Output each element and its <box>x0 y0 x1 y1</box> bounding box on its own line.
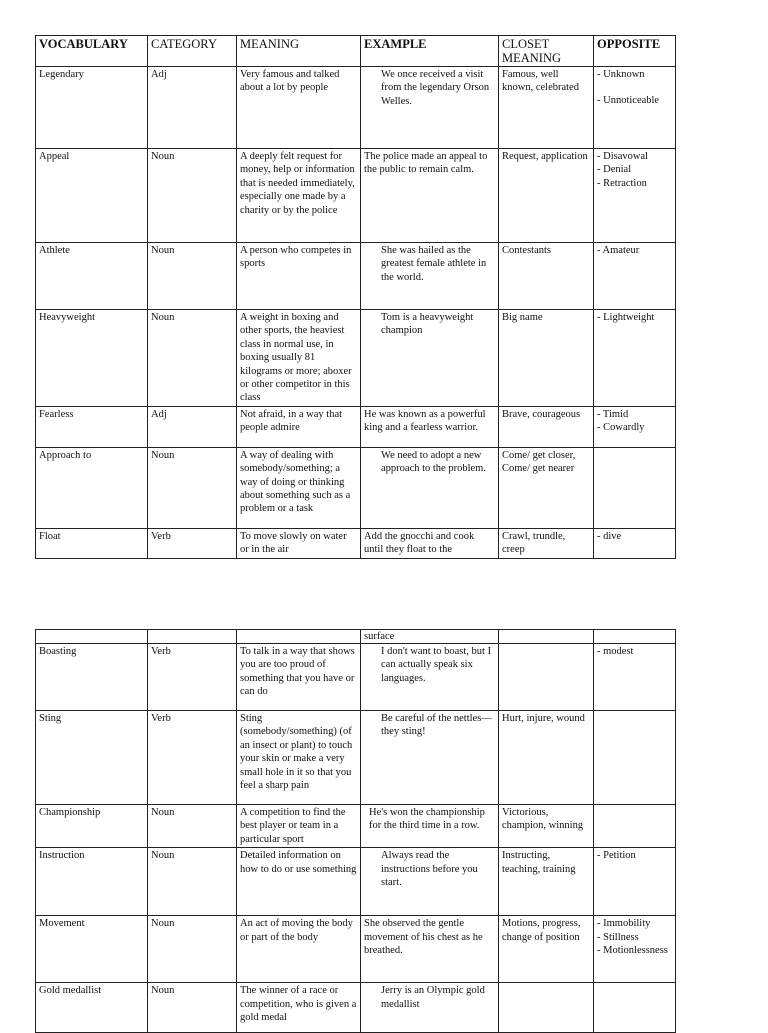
cell-example-continuation: surface <box>361 630 499 644</box>
cell-word: Sting <box>36 711 148 805</box>
header-row <box>36 36 676 67</box>
cell-meaning: To talk in a way that shows you are too proud of something that you have or can do <box>237 644 361 711</box>
cell-example: She observed the gentle movement of his chest as he breathed. <box>361 916 499 983</box>
cell-closest: Brave, courageous <box>499 406 594 447</box>
cell-meaning: The winner of a race or competition, who is given a gold medal <box>237 983 361 1033</box>
table-row <box>36 848 676 916</box>
cell-example: Jerry is an Olympic gold medallist <box>361 983 499 1033</box>
table-row <box>36 447 676 528</box>
cell-opposite <box>594 711 676 805</box>
cell-meaning: Not afraid, in a way that people admire <box>237 406 361 447</box>
table-row <box>36 310 676 407</box>
cell-word: Approach to <box>36 447 148 528</box>
cell-meaning: To move slowly on water or in the air <box>237 528 361 558</box>
cell-meaning: A person who competes in sports <box>237 243 361 310</box>
table-row <box>36 67 676 149</box>
cell-opposite <box>594 916 676 983</box>
cell-example: We need to adopt a new approach to the problem. <box>361 447 499 528</box>
cell-closest <box>499 983 594 1033</box>
opposite-item: - Disavowal <box>597 151 649 162</box>
cell-word: Boasting <box>36 644 148 711</box>
cell-meaning: A deeply felt request for money, help or information that is needed immediately, especially one made by a charity or by the police <box>237 149 361 243</box>
cell-category: Verb <box>148 528 237 558</box>
table-row <box>36 149 676 243</box>
cell-example: I don't want to boast, but I can actually speak six languages. <box>361 644 499 711</box>
cell-category: Noun <box>148 310 237 407</box>
opposite-item: - Petition <box>597 850 636 862</box>
cell-category: Noun <box>148 983 237 1033</box>
cell-category: Noun <box>148 848 237 916</box>
header-vocabulary: VOCABULARY <box>36 36 148 67</box>
cell-closest: Hurt, injure, wound <box>499 711 594 805</box>
header-category: CATEGORY <box>148 36 237 67</box>
cell-closest: Motions, progress, change of position <box>499 916 594 983</box>
cell-word: Legendary <box>36 67 148 149</box>
cell-meaning: Sting (somebody/something) (of an insect or plant) to touch your skin or make a very small hole in it so that you feel a sharp pain <box>237 711 361 805</box>
opposite-item: - Timid <box>597 408 629 420</box>
cell-opposite <box>594 447 676 528</box>
opposite-item: - Unknown <box>597 69 645 80</box>
cell-category: Noun <box>148 916 237 983</box>
table-row <box>36 644 676 711</box>
header-opposite: OPPOSITE <box>594 36 676 67</box>
opposite-item: - Unnoticeable <box>597 95 660 107</box>
cell-closest: Victorious, champion, winning <box>499 805 594 848</box>
cell-closest: Crawl, trundle, creep <box>499 528 594 558</box>
cell-word: Gold medallist <box>36 983 148 1033</box>
opposite-item: - Lightweight <box>597 312 655 323</box>
cell-meaning: A weight in boxing and other sports, the heaviest class in normal use, in boxing usually 81 kilograms or more; aboxer or other competitor in this class <box>237 310 361 407</box>
continuation-row <box>36 630 676 644</box>
cell-example: The police made an appeal to the public to remain calm. <box>361 149 499 243</box>
cell-word: Movement <box>36 916 148 983</box>
cell-word: Fearless <box>36 406 148 447</box>
cell-opposite <box>594 149 676 243</box>
cell-meaning: A competition to find the best player or team in a particular sport <box>237 805 361 848</box>
header-meaning: MEANING <box>237 36 361 67</box>
opposite-item: - dive <box>597 530 622 542</box>
cell-closest: Come/ get closer, Come/ get nearer <box>499 447 594 528</box>
cell-example: He was known as a powerful king and a fearless warrior. <box>361 406 499 447</box>
cell-opposite <box>594 644 676 711</box>
cell-word: Athlete <box>36 243 148 310</box>
cell-closest: Request, application <box>499 149 594 243</box>
cell-word: Championship <box>36 805 148 848</box>
cell-category: Noun <box>148 243 237 310</box>
cell-word: Float <box>36 528 148 558</box>
cell-category: Adj <box>148 67 237 149</box>
opposite-item: - Retraction <box>597 177 647 189</box>
table-row <box>36 711 676 805</box>
cell-word: Instruction <box>36 848 148 916</box>
cell-category: Noun <box>148 447 237 528</box>
cell-word: Appeal <box>36 149 148 243</box>
header-closest-meaning: CLOSET MEANING <box>499 36 594 67</box>
cell-meaning: Detailed information on how to do or use something <box>237 848 361 916</box>
cell-closest: Contestants <box>499 243 594 310</box>
opposite-item: - Motionlessness <box>597 945 668 957</box>
table-row <box>36 916 676 983</box>
cell-closest: Instructing, teaching, training <box>499 848 594 916</box>
cell-opposite <box>594 983 676 1033</box>
cell-example: Always read the instructions before you start. <box>361 848 499 916</box>
cell-example: He's won the championship for the third time in a row. <box>361 805 499 848</box>
cell-category: Verb <box>148 644 237 711</box>
cell-word: Heavyweight <box>36 310 148 407</box>
table-row <box>36 406 676 447</box>
vocabulary-table-2 <box>35 629 676 1033</box>
cell-category: Noun <box>148 805 237 848</box>
cell-meaning: A way of dealing with somebody/something; a way of doing or thinking about something such as a problem or a task <box>237 447 361 528</box>
vocabulary-table-1 <box>35 35 676 559</box>
cell-opposite <box>594 528 676 558</box>
cell-closest: Famous, well known, celebrated <box>499 67 594 149</box>
cell-example: She was hailed as the greatest female athlete in the world. <box>361 243 499 310</box>
cell-example: Add the gnocchi and cook until they float to the <box>361 528 499 558</box>
opposite-item: - Stillness <box>597 931 639 943</box>
cell-meaning: Very famous and talked about a lot by people <box>237 67 361 149</box>
opposite-item: - Denial <box>597 164 632 176</box>
cell-closest <box>499 644 594 711</box>
cell-closest: Big name <box>499 310 594 407</box>
cell-example: Tom is a heavyweight champion <box>361 310 499 407</box>
header-example: EXAMPLE <box>361 36 499 67</box>
table-row <box>36 528 676 558</box>
cell-opposite <box>594 805 676 848</box>
opposite-item: - modest <box>597 646 634 657</box>
cell-opposite <box>594 848 676 916</box>
cell-category: Noun <box>148 149 237 243</box>
cell-example: Be careful of the nettles—they sting! <box>361 711 499 805</box>
opposite-item: - Cowardly <box>597 422 645 434</box>
cell-opposite <box>594 243 676 310</box>
cell-example: We once received a visit from the legendary Orson Welles. <box>361 67 499 149</box>
cell-opposite <box>594 406 676 447</box>
cell-opposite <box>594 310 676 407</box>
cell-meaning: An act of moving the body or part of the body <box>237 916 361 983</box>
cell-category: Verb <box>148 711 237 805</box>
table-row <box>36 243 676 310</box>
opposite-item: - Amateur <box>597 245 640 256</box>
cell-category: Adj <box>148 406 237 447</box>
cell-opposite <box>594 67 676 149</box>
opposite-item: - Immobility <box>597 918 651 930</box>
table-row <box>36 983 676 1033</box>
table-row <box>36 805 676 848</box>
